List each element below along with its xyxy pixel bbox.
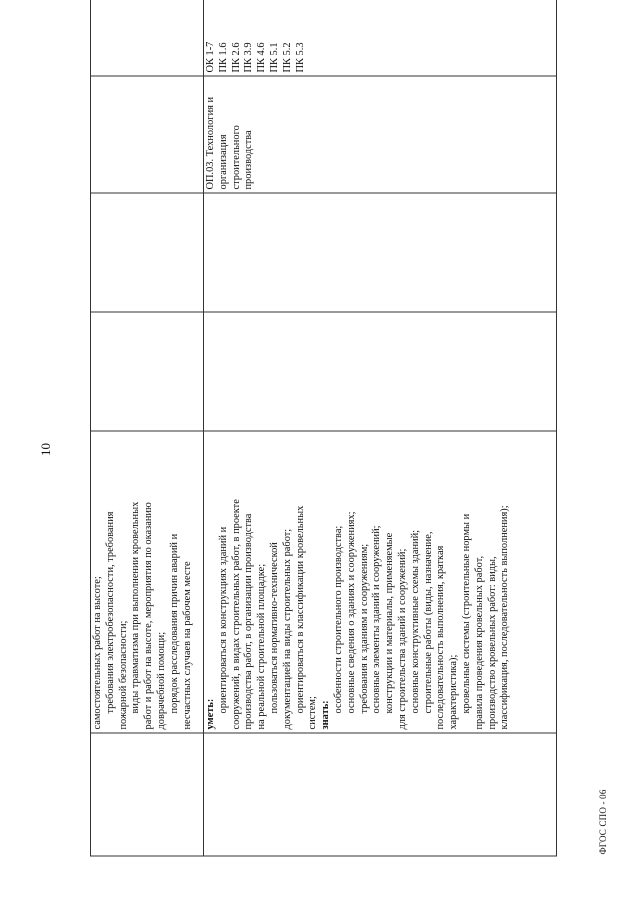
hours-cell [204, 312, 557, 431]
text-line: правила проведения кровельных работ, [473, 555, 485, 730]
text-line: доврачебной помощи; [155, 631, 167, 730]
text-line: несчастных случаев на рабочем месте [181, 561, 193, 730]
text-line: конструкции и материалы, применяемые [384, 532, 396, 714]
text-line: знать: [320, 700, 332, 730]
text-line: основные сведения о зданиях и сооружениях; [345, 511, 357, 714]
discipline-line: строительного [230, 125, 242, 190]
text-line: пожарной безопасности; [117, 620, 129, 730]
text-line: сооружений, в видах строительных работ, в проекте [230, 499, 242, 730]
text-line: основные элементы зданий и сооружений; [371, 525, 383, 714]
text-line: кровельные системы (строительные нормы и [460, 513, 472, 714]
text-line: ориентироваться в конструкциях зданий и [217, 526, 229, 714]
hours-cell [91, 312, 204, 431]
text-line: классификация, последовательность выполнения); [499, 505, 511, 730]
discipline-line: ОП.03. Технология и [205, 96, 216, 190]
text-line: самостоятельных работ на высоте; [92, 576, 103, 730]
table-row [91, 0, 204, 856]
competencies-cell [91, 0, 204, 76]
discipline-cell [91, 76, 204, 193]
content-lines [205, 435, 512, 730]
text-line: порядок расследования причин аварий и [168, 533, 180, 714]
page-number: 10 [38, 443, 53, 456]
text-line: виды травматизма при выполнении кровельных [130, 501, 142, 714]
text-line: последовательность выполнения, краткая [435, 545, 447, 730]
curriculum-table [90, 0, 557, 857]
index-cell [91, 733, 204, 856]
text-line: характеристика); [448, 654, 460, 730]
text-line: строительные работы (виды, назначение, [422, 531, 434, 714]
text-line: уметь: [205, 698, 216, 730]
text-line: работ и работ на высоте, мероприятия по оказанию [143, 502, 155, 730]
competencies-cell [204, 0, 557, 76]
text-line: производство кровельных работ: виды, [486, 556, 498, 730]
index-cell [204, 733, 557, 856]
text-line: требования электробезопасности, требования [104, 511, 116, 714]
text-line: требования к зданиям и сооружениям; [358, 543, 370, 714]
text-line: ориентироваться в классификации кровельных [294, 505, 306, 714]
text-line: производства работ, в организации производства [243, 513, 255, 730]
text-line: особенности строительного производства; [332, 525, 344, 714]
competency-code: ОК 1-7 [205, 41, 216, 73]
competency-code: ПК 4.6 [256, 42, 268, 73]
hours-cell [91, 193, 204, 312]
discipline-line: организация [217, 134, 229, 190]
competency-list [205, 0, 307, 73]
competency-code: ПК 1.6 [217, 42, 229, 73]
table-row [204, 0, 557, 856]
competency-code: ПК 5.1 [268, 42, 280, 73]
text-line: основные конструктивные схемы зданий; [409, 529, 421, 714]
competency-code: ПК 3.9 [243, 42, 255, 73]
content-lines [92, 435, 194, 730]
discipline-cell [204, 76, 557, 193]
competency-code: ПК 5.2 [281, 42, 293, 73]
discipline-name [205, 80, 256, 190]
text-line: для строительства зданий и сооружений; [396, 548, 408, 730]
text-line: пользоваться нормативно-технической [268, 542, 280, 714]
discipline-line: производства [243, 130, 255, 190]
text-line: систем; [307, 696, 319, 730]
competency-code: ПК 2.6 [230, 42, 242, 73]
competency-code: ПК 5.3 [294, 42, 306, 73]
footer-label: ФГОС СПО - 06 [598, 789, 608, 855]
content-cell [204, 431, 557, 733]
text-line: на реальной строительной площадке; [256, 563, 268, 730]
hours-cell [204, 193, 557, 312]
text-line: документацией на виды строительных работ; [281, 528, 293, 730]
content-cell [91, 431, 204, 733]
